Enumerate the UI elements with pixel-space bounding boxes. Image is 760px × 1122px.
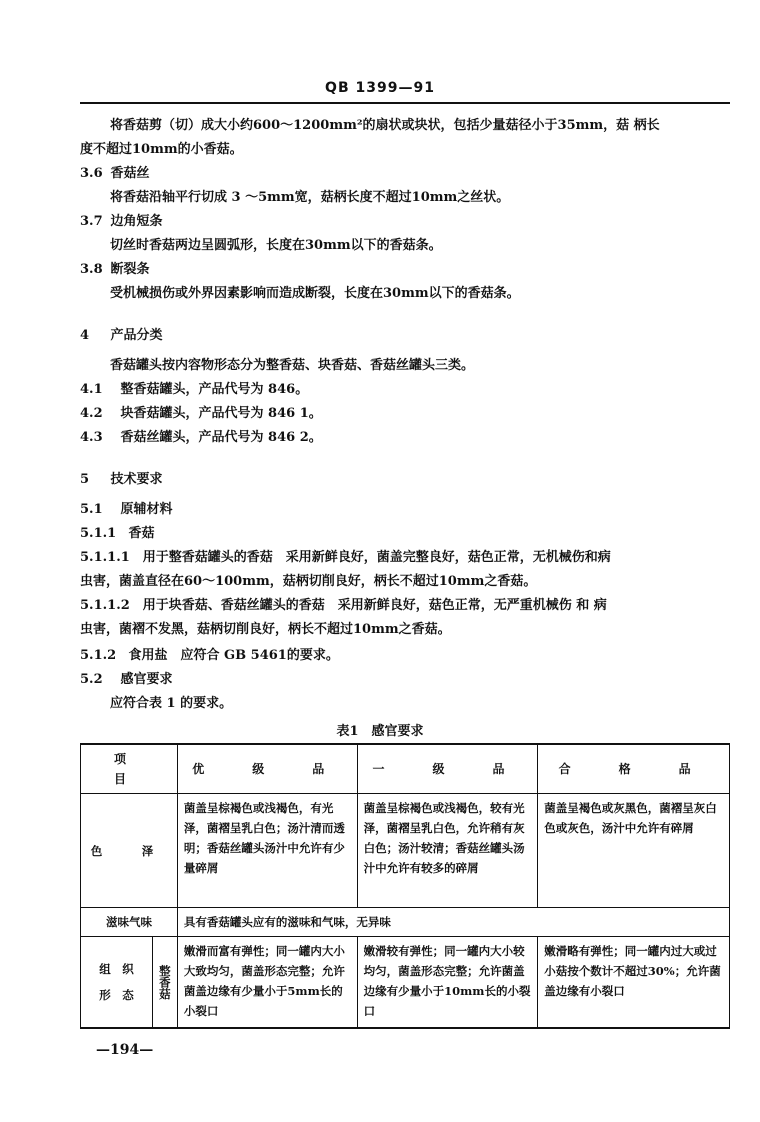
item-number: 4.2 bbox=[80, 406, 103, 421]
list-item bbox=[80, 428, 730, 448]
section-title: 香菇 bbox=[128, 526, 155, 541]
item-number: 4.3 bbox=[80, 430, 103, 445]
item-number: 4.1 bbox=[80, 382, 103, 397]
header-item: 项 目 bbox=[81, 744, 178, 794]
clause-text: 虫害，菌褶不发黑，菇柄切削良好，柄长不超过10mm之香菇。 bbox=[80, 622, 451, 637]
section-heading-5-1 bbox=[80, 500, 730, 520]
section-heading-5-1-1 bbox=[80, 524, 730, 544]
section-title: 边角短条 bbox=[110, 214, 163, 229]
section-heading-3-6 bbox=[80, 164, 730, 184]
section-number: 5.2 bbox=[80, 672, 103, 687]
row-sublabel: 整香菇 bbox=[157, 964, 172, 1000]
section-text: 食用盐 应符合 GB 5461的要求。 bbox=[128, 648, 339, 663]
section-heading-5-1-2 bbox=[80, 646, 730, 666]
section-title: 感官要求 bbox=[120, 672, 173, 687]
clause-text: 5.1.1.2 用于块香菇、香菇丝罐头的香菇 采用新鲜良好，菇色正常，无严重机械伤 和 病 bbox=[80, 598, 607, 613]
row-label: 滋味气味 bbox=[81, 908, 178, 937]
cell-first-grade: 嫩滑较有弹性；同一罐内大小较均匀，菌盖形态完整；允许菌盖边缘有少量小于10mm长的小裂口 bbox=[357, 937, 538, 1029]
item-text: 块香菇罐头，产品代号为 846 1。 bbox=[120, 406, 322, 421]
section-number: 4 bbox=[80, 328, 90, 343]
row-label-bottom: 形 态 bbox=[99, 988, 134, 1002]
cell-flavor: 具有香菇罐头应有的滋味和气味，无异味 bbox=[177, 908, 729, 937]
section-number: 5.1 bbox=[80, 502, 103, 517]
clause-text: 虫害，菌盖直径在60～100mm，菇柄切削良好，柄长不超过10mm之香菇。 bbox=[80, 574, 537, 589]
section-text: 受机械损伤或外界因素影响而造成断裂，长度在30mm以下的香菇条。 bbox=[110, 286, 520, 301]
section-heading-3-8 bbox=[80, 260, 730, 280]
section-title: 原辅材料 bbox=[120, 502, 173, 517]
section-number: 3.7 bbox=[80, 214, 103, 229]
section-number: 5.1.1 bbox=[80, 526, 117, 541]
cell-qualified: 菌盖呈褐色或灰黑色，菌褶呈灰白色或灰色，汤汁中允许有碎屑 bbox=[538, 794, 730, 908]
table-row-flavor bbox=[81, 908, 730, 937]
table-header-row bbox=[81, 744, 730, 794]
list-item bbox=[80, 404, 730, 424]
item-text: 香菇丝罐头，产品代号为 846 2。 bbox=[120, 430, 322, 445]
row-label: 色 泽 bbox=[81, 794, 178, 908]
section-number: 5 bbox=[80, 472, 90, 487]
section-heading-3-7 bbox=[80, 212, 730, 232]
section-title: 技术要求 bbox=[110, 472, 163, 487]
cell-first-grade: 菌盖呈棕褐色或浅褐色，较有光泽，菌褶呈乳白色，允许稍有灰白色；汤汁较清；香菇丝罐头汤汁中允许有较多的碎屑 bbox=[357, 794, 538, 908]
cell-qualified: 嫩滑略有弹性；同一罐内过大或过小菇按个数计不超过30%；允许菌盖边缘有小裂口 bbox=[538, 937, 730, 1029]
body-text-line: 将香菇剪（切）成大小约600～1200mm²的扇状或块状，包括少量菇径小于35mm，菇 柄长 bbox=[110, 118, 660, 133]
cell-premium: 嫩滑而富有弹性；同一罐内大小大致均匀，菌盖形态完整；允许菌盖边缘有少量小于5mm长的小裂口 bbox=[177, 937, 357, 1029]
section-number: 5.1.2 bbox=[80, 648, 117, 663]
page-number: —194— bbox=[96, 1042, 154, 1058]
header-premium: 优 级 品 bbox=[177, 744, 357, 794]
table-title: 表1 感官要求 bbox=[336, 724, 424, 739]
document-code: QB 1399—91 bbox=[325, 80, 435, 96]
section-text: 香菇罐头按内容物形态分为整香菇、块香菇、香菇丝罐头三类。 bbox=[110, 358, 475, 373]
header-qualified: 合 格 品 bbox=[538, 744, 730, 794]
header-first-grade: 一 级 品 bbox=[357, 744, 538, 794]
row-label-texture bbox=[81, 937, 178, 1029]
table-row-color bbox=[81, 794, 730, 908]
section-heading-5-2 bbox=[80, 670, 730, 690]
section-number: 3.8 bbox=[80, 262, 103, 277]
section-text: 切丝时香菇两边呈圆弧形，长度在30mm以下的香菇条。 bbox=[110, 238, 442, 253]
item-text: 整香菇罐头，产品代号为 846。 bbox=[120, 382, 309, 397]
section-heading-5 bbox=[80, 470, 730, 490]
cell-premium: 菌盖呈棕褐色或浅褐色，有光泽，菌褶呈乳白色；汤汁清而透明；香菇丝罐头汤汁中允许有少量碎屑 bbox=[177, 794, 357, 908]
header-rule bbox=[80, 102, 730, 104]
section-title: 产品分类 bbox=[110, 328, 163, 343]
clause-text: 5.1.1.1 用于整香菇罐头的香菇 采用新鲜良好，菌盖完整良好，菇色正常，无机械伤和病 bbox=[80, 550, 611, 565]
body-text-line: 度不超过10mm的小香菇。 bbox=[80, 142, 243, 157]
section-heading-4 bbox=[80, 326, 730, 346]
section-title: 香菇丝 bbox=[110, 166, 150, 181]
section-number: 3.6 bbox=[80, 166, 103, 181]
sensory-requirements-table bbox=[80, 743, 730, 1029]
section-text: 将香菇沿轴平行切成 3 ～5mm宽，菇柄长度不超过10mm之丝状。 bbox=[110, 190, 510, 205]
section-text: 应符合表 1 的要求。 bbox=[110, 696, 233, 711]
row-label-top: 组 织 bbox=[99, 962, 134, 976]
list-item bbox=[80, 380, 730, 400]
section-title: 断裂条 bbox=[110, 262, 150, 277]
table-row-texture bbox=[81, 937, 730, 1029]
